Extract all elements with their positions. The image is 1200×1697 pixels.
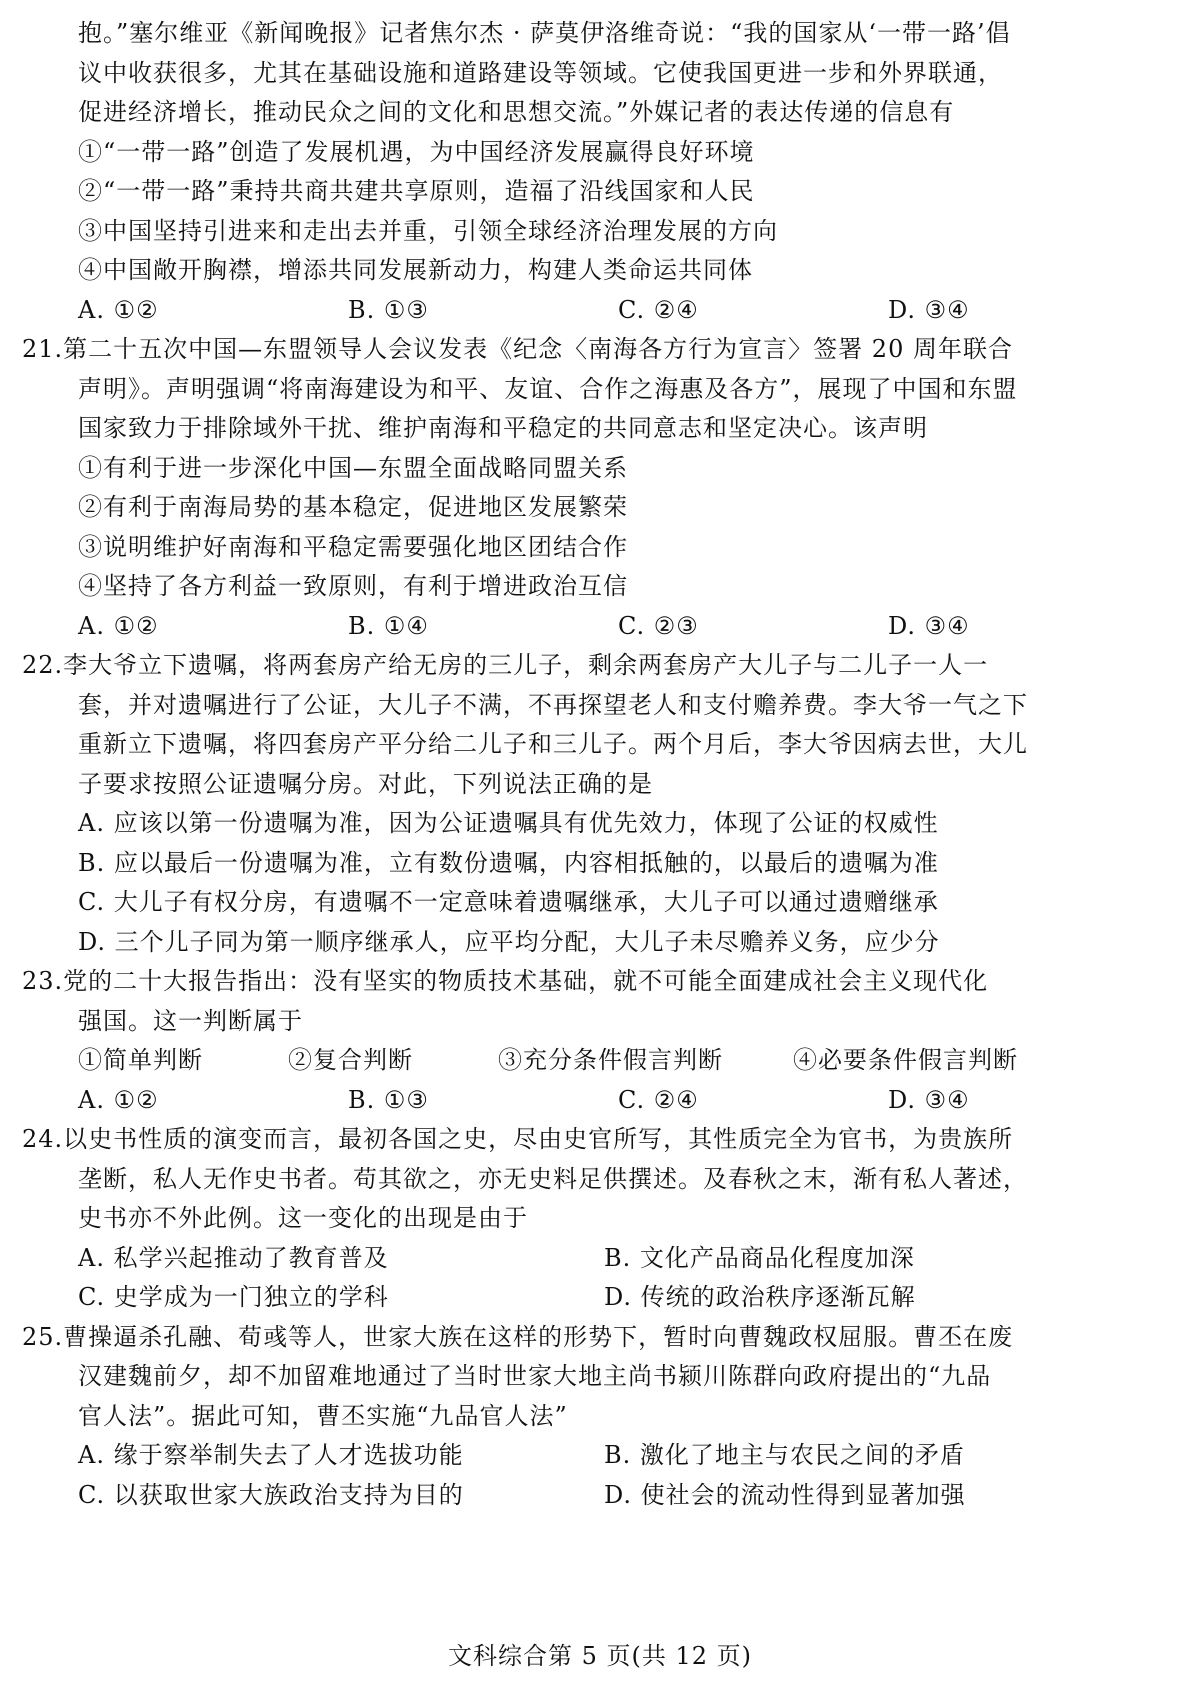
q20-statement-1: ①“一带一路”创造了发展机遇，为中国经济发展赢得良好环境: [78, 137, 755, 166]
q22-line-1: [22, 646, 1168, 686]
q21-line-1: [22, 330, 1168, 370]
q23-line-2: 强国。这一判断属于: [78, 1006, 303, 1035]
q24-line-3: 史书亦不外此例。这一变化的出现是由于: [78, 1204, 528, 1232]
q21-number: 21.: [22, 335, 64, 363]
q20-statement-4: ④中国敞开胸襟，增添共同发展新动力，构建人类命运共同体: [78, 256, 753, 284]
q25-option-c: C. 以获取世家大族政治支持为目的: [78, 1480, 464, 1509]
q24-line-1: [22, 1120, 1168, 1160]
page-content: [22, 14, 1168, 1515]
q20-option-b: B. ①③: [348, 295, 429, 324]
q23-options: [78, 1081, 1168, 1121]
q22-option-a: A. 应该以第一份遗嘱为准，因为公证遗嘱具有优先效力，体现了公证的权威性: [78, 809, 939, 837]
q22-line-3: 重新立下遗嘱，将四套房产平分给二儿子和三儿子。两个月后，李大爷因病去世，大儿: [78, 730, 1028, 758]
q20-line-1: 抱。”塞尔维亚《新闻晚报》记者焦尔杰 · 萨莫伊洛维奇说：“我的国家从‘一带一路’倡: [78, 19, 1011, 47]
q25-option-b: B. 激化了地主与农民之间的矛盾: [604, 1441, 965, 1469]
q21-line-2: 声明》。声明强调“将南海建设为和平、友谊、合作之海惠及各方”，展现了中国和东盟: [78, 374, 1018, 403]
page-footer: 文科综合第 5 页(共 12 页): [447, 1642, 753, 1670]
q24-line-2: 垄断，私人无作史书者。苟其欲之，亦无史料足供撰述。及春秋之末，渐有私人著述，: [78, 1164, 1028, 1193]
q25-line-2: 汉建魏前夕，却不加留难地通过了当时世家大地主尚书颍川陈群向政府提出的“九品: [78, 1362, 992, 1390]
question-23: [22, 962, 1168, 1120]
q20-line-2: 议中收获很多，尤其在基础设施和道路建设等领域。它使我国更进一步和外界联通，: [78, 58, 1003, 87]
q22-line-1-text: 李大爷立下遗嘱，将两套房产给无房的三儿子，剩余两套房产大儿子与二儿子一人一: [63, 651, 989, 679]
question-22: [22, 646, 1168, 962]
q21-statement-2: ②有利于南海局势的基本稳定，促进地区发展繁荣: [78, 493, 628, 521]
q23-statement-3: ③充分条件假言判断: [498, 1046, 723, 1074]
q24-option-d: D. 传统的政治秩序逐渐瓦解: [604, 1283, 916, 1311]
question-25: [22, 1318, 1168, 1516]
q22-option-d: D. 三个儿子同为第一顺序继承人，应平均分配，大儿子未尽赡养义务，应少分: [78, 927, 940, 956]
q21-statement-1: ①有利于进一步深化中国—东盟全面战略同盟关系: [78, 453, 628, 482]
q21-line-1-text: 第二十五次中国—东盟领导人会议发表《纪念〈南海各方行为宣言〉签署 20 周年联合: [63, 335, 1013, 363]
q23-statement-1: ①简单判断: [78, 1046, 203, 1074]
q23-number: 23.: [22, 967, 64, 995]
q21-statement-4: ④坚持了各方利益一致原则，有利于增进政治互信: [78, 572, 628, 600]
q25-options-row-1: [78, 1436, 1168, 1476]
question-20: [78, 14, 1168, 330]
q22-number: 22.: [22, 651, 64, 679]
q23-line-1-text: 党的二十大报告指出：没有坚实的物质技术基础，就不可能全面建成社会主义现代化: [63, 967, 989, 995]
q23-statements: [78, 1041, 1168, 1081]
q23-option-a: A. ①②: [78, 1085, 159, 1114]
q24-number: 24.: [22, 1125, 64, 1153]
q24-options-row-2: [78, 1278, 1168, 1318]
q24-option-c: C. 史学成为一门独立的学科: [78, 1283, 389, 1311]
q22-line-2: 套，并对遗嘱进行了公证，大儿子不满，不再探望老人和支付赡养费。李大爷一气之下: [78, 690, 1028, 719]
q20-options: [78, 291, 1168, 331]
q23-statement-2: ②复合判断: [288, 1046, 413, 1074]
q22-option-c: C. 大儿子有权分房，有遗嘱不一定意味着遗嘱继承，大儿子可以通过遗赠继承: [78, 888, 939, 916]
q20-line-3: 促进经济增长，推动民众之间的文化和思想交流。”外媒记者的表达传递的信息有: [78, 98, 955, 126]
q25-line-1-text: 曹操逼杀孔融、荀彧等人，世家大族在这样的形势下，暂时向曹魏政权屈服。曹丕在废: [63, 1322, 1014, 1351]
q25-line-1: [22, 1318, 1168, 1358]
q23-option-c: C. ②④: [618, 1085, 699, 1114]
q21-line-3: 国家致力于排除域外干扰、维护南海和平稳定的共同意志和坚定决心。该声明: [78, 414, 928, 442]
q23-statement-4: ④必要条件假言判断: [793, 1046, 1018, 1074]
q24-option-a: A. 私学兴起推动了教育普及: [78, 1243, 389, 1272]
q24-options-row-1: [78, 1239, 1168, 1279]
q24-option-b: B. 文化产品商品化程度加深: [604, 1243, 915, 1272]
q24-line-1-text: 以史书性质的演变而言，最初各国之史，尽由史官所写，其性质完全为官书，为贵族所: [63, 1125, 1014, 1153]
q20-statement-3: ③中国坚持引进来和走出去并重，引领全球经济治理发展的方向: [78, 216, 778, 245]
q21-option-a: A. ①②: [78, 611, 159, 640]
q22-line-4: 子要求按照公证遗嘱分房。对此，下列说法正确的是: [78, 769, 653, 798]
q20-option-c: C. ②④: [618, 295, 699, 324]
q25-options-row-2: [78, 1476, 1168, 1516]
q25-line-3: 官人法”。据此可知，曹丕实施“九品官人法”: [78, 1401, 568, 1430]
q20-option-d: D. ③④: [888, 295, 970, 324]
q20-option-a: A. ①②: [78, 295, 159, 324]
q21-option-d: D. ③④: [888, 611, 970, 640]
q21-statement-3: ③说明维护好南海和平稳定需要强化地区团结合作: [78, 532, 628, 561]
q23-option-d: D. ③④: [888, 1085, 970, 1114]
q22-option-b: B. 应以最后一份遗嘱为准，立有数份遗嘱，内容相抵触的，以最后的遗嘱为准: [78, 848, 939, 877]
q25-number: 25.: [22, 1322, 64, 1351]
q21-options: [78, 607, 1168, 647]
q25-option-a: A. 缘于察举制失去了人才选拔功能: [78, 1441, 464, 1469]
q21-option-c: C. ②③: [618, 611, 699, 640]
question-21: [22, 330, 1168, 646]
q20-statement-2: ②“一带一路”秉持共商共建共享原则，造福了沿线国家和人民: [78, 177, 755, 205]
q23-line-1: [22, 962, 1168, 1002]
question-24: [22, 1120, 1168, 1318]
q25-option-d: D. 使社会的流动性得到显著加强: [604, 1480, 966, 1509]
q23-option-b: B. ①③: [348, 1085, 429, 1114]
q21-option-b: B. ①④: [348, 611, 429, 640]
